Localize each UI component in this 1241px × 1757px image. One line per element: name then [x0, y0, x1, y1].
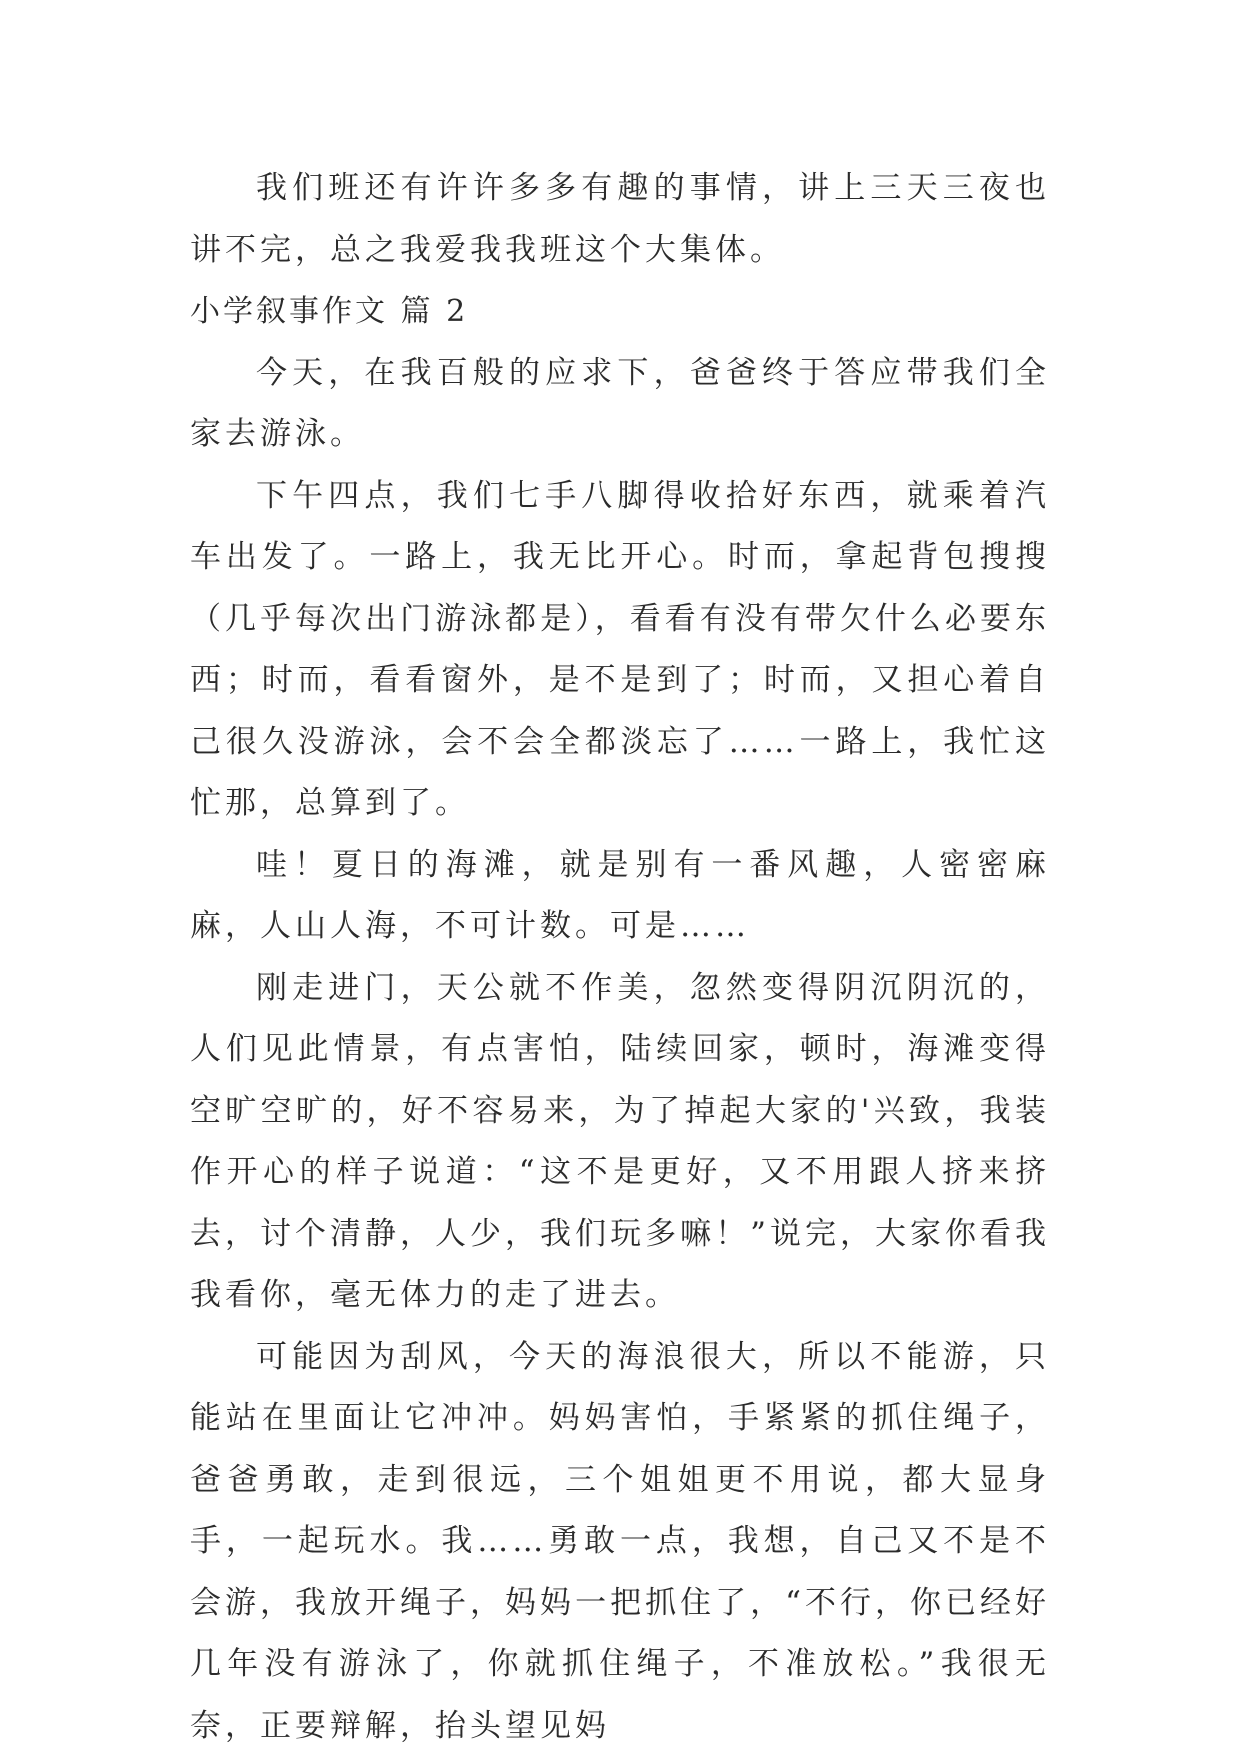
paragraph: 哇！夏日的海滩，就是别有一番风趣，人密密麻麻，人山人海，不可计数。可是……	[190, 835, 1050, 958]
paragraph: 可能因为刮风，今天的海浪很大，所以不能游，只能站在里面让它冲冲。妈妈害怕，手紧紧的抓住绳子，爸爸勇敢，走到很远，三个姐姐更不用说，都大显身手，一起玩水。我……勇敢一点，我想，自己又不是不会游，我放开绳子，妈妈一把抓住了，“不行，你已经好几年没有游泳了，你就抓住绳子，不准放松。”我很无奈，正要辩解，抬头望见妈	[190, 1327, 1050, 1757]
section-heading: 小学叙事作文 篇 2	[190, 281, 1050, 343]
paragraph-intro: 我们班还有许许多多有趣的事情，讲上三天三夜也讲不完，总之我爱我我班这个大集体。	[190, 158, 1050, 281]
paragraph: 刚走进门，天公就不作美，忽然变得阴沉阴沉的，人们见此情景，有点害怕，陆续回家，顿时，海滩变得空旷空旷的，好不容易来，为了掉起大家的'兴致，我装作开心的样子说道：“这不是更好，又不用跟人挤来挤去，讨个清静，人少，我们玩多嘛！”说完，大家你看我我看你，毫无体力的走了进去。	[190, 958, 1050, 1327]
document-body	[190, 158, 1050, 1757]
paragraph: 下午四点，我们七手八脚得收拾好东西，就乘着汽车出发了。一路上，我无比开心。时而，拿起背包搜搜（几乎每次出门游泳都是），看看有没有带欠什么必要东西；时而，看看窗外，是不是到了；时而，又担心着自己很久没游泳，会不会全都淡忘了……一路上，我忙这忙那，总算到了。	[190, 466, 1050, 835]
paragraph: 今天，在我百般的应求下，爸爸终于答应带我们全家去游泳。	[190, 343, 1050, 466]
